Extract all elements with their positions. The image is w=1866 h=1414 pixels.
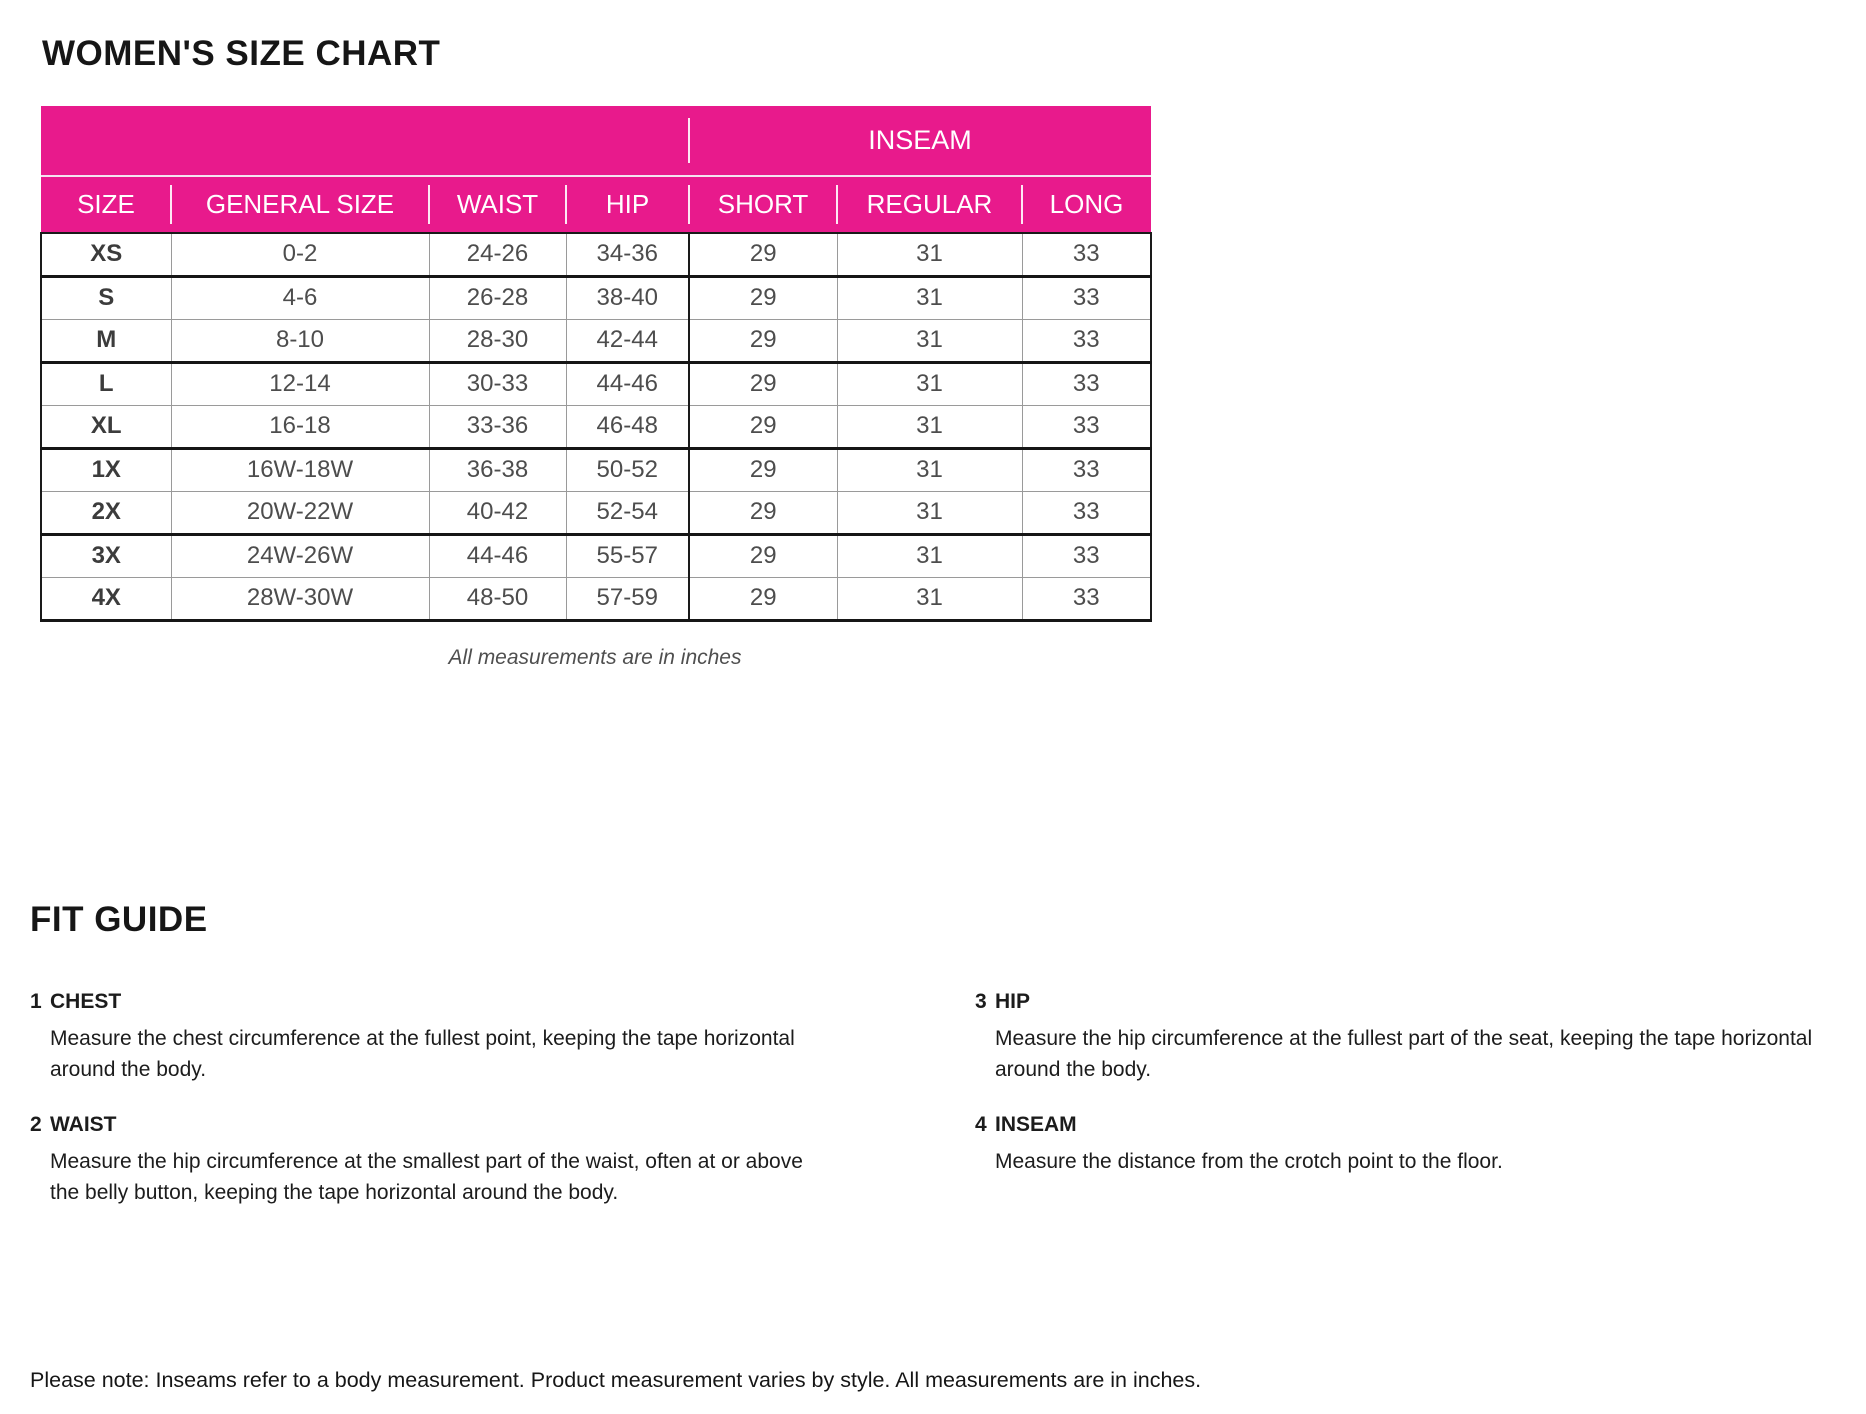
cell-short: 29 bbox=[689, 233, 837, 276]
column-header-size: SIZE bbox=[41, 176, 171, 233]
cell-long: 33 bbox=[1022, 534, 1151, 577]
cell-short: 29 bbox=[689, 577, 837, 620]
cell-hip: 50-52 bbox=[566, 448, 689, 491]
cell-general-size: 16-18 bbox=[171, 405, 429, 448]
cell-general-size: 12-14 bbox=[171, 362, 429, 405]
cell-general-size: 16W-18W bbox=[171, 448, 429, 491]
fit-guide-title: FIT GUIDE bbox=[30, 900, 208, 939]
table-row-m bbox=[41, 319, 1151, 362]
fit-item-number: 4 bbox=[975, 1113, 987, 1136]
cell-size: 2X bbox=[41, 491, 171, 534]
cell-size: 3X bbox=[41, 534, 171, 577]
column-header-hip: HIP bbox=[566, 176, 689, 233]
table-row-xl bbox=[41, 405, 1151, 448]
cell-size: XL bbox=[41, 405, 171, 448]
header-spacer bbox=[41, 106, 689, 176]
cell-long: 33 bbox=[1022, 448, 1151, 491]
cell-general-size: 0-2 bbox=[171, 233, 429, 276]
table-row-4x bbox=[41, 577, 1151, 620]
cell-short: 29 bbox=[689, 448, 837, 491]
cell-regular: 31 bbox=[837, 319, 1022, 362]
cell-regular: 31 bbox=[837, 448, 1022, 491]
fit-guide-section bbox=[30, 990, 1866, 1208]
cell-hip: 42-44 bbox=[566, 319, 689, 362]
cell-general-size: 24W-26W bbox=[171, 534, 429, 577]
fit-guide-item-inseam bbox=[975, 1113, 1866, 1177]
footer-note: Please note: Inseams refer to a body measurement. Product measurement varies by style. All measurements are in inches. bbox=[30, 1368, 1202, 1392]
fit-item-description: Measure the distance from the crotch point to the floor. bbox=[995, 1150, 1503, 1173]
cell-regular: 31 bbox=[837, 405, 1022, 448]
cell-long: 33 bbox=[1022, 233, 1151, 276]
size-chart-body bbox=[41, 233, 1151, 620]
fit-item-label: INSEAM bbox=[995, 1113, 1077, 1136]
cell-short: 29 bbox=[689, 276, 837, 319]
fit-item-label: WAIST bbox=[50, 1113, 117, 1136]
inseam-group-header: INSEAM bbox=[689, 106, 1151, 176]
cell-size: 1X bbox=[41, 448, 171, 491]
size-chart-header bbox=[41, 106, 1151, 233]
cell-hip: 34-36 bbox=[566, 233, 689, 276]
cell-size: XS bbox=[41, 233, 171, 276]
column-header-general-size: GENERAL SIZE bbox=[171, 176, 429, 233]
cell-waist: 48-50 bbox=[429, 577, 566, 620]
cell-regular: 31 bbox=[837, 577, 1022, 620]
table-row-2x bbox=[41, 491, 1151, 534]
fit-item-number: 1 bbox=[30, 990, 42, 1013]
table-row-xs bbox=[41, 233, 1151, 276]
cell-regular: 31 bbox=[837, 276, 1022, 319]
cell-size: M bbox=[41, 319, 171, 362]
cell-regular: 31 bbox=[837, 233, 1022, 276]
cell-waist: 26-28 bbox=[429, 276, 566, 319]
page-title: WOMEN'S SIZE CHART bbox=[42, 34, 441, 73]
cell-long: 33 bbox=[1022, 491, 1151, 534]
cell-general-size: 4-6 bbox=[171, 276, 429, 319]
column-header-waist: WAIST bbox=[429, 176, 566, 233]
fit-item-heading bbox=[975, 990, 1866, 1014]
table-row-s bbox=[41, 276, 1151, 319]
cell-long: 33 bbox=[1022, 405, 1151, 448]
inseam-group-row bbox=[41, 106, 1151, 176]
column-header-long: LONG bbox=[1022, 176, 1151, 233]
cell-short: 29 bbox=[689, 319, 837, 362]
fit-item-heading bbox=[975, 1113, 1866, 1137]
cell-regular: 31 bbox=[837, 534, 1022, 577]
table-row-l bbox=[41, 362, 1151, 405]
cell-short: 29 bbox=[689, 491, 837, 534]
cell-general-size: 28W-30W bbox=[171, 577, 429, 620]
cell-long: 33 bbox=[1022, 577, 1151, 620]
fit-item-description: Measure the chest circumference at the fullest point, keeping the tape horizontal around the body. bbox=[50, 1027, 795, 1081]
fit-item-description: Measure the hip circumference at the smallest part of the waist, often at or above the belly button, keeping the tape horizontal around the body. bbox=[50, 1150, 803, 1204]
measurements-note: All measurements are in inches bbox=[448, 646, 742, 669]
table-row-1x bbox=[41, 448, 1151, 491]
cell-long: 33 bbox=[1022, 362, 1151, 405]
cell-hip: 57-59 bbox=[566, 577, 689, 620]
cell-waist: 44-46 bbox=[429, 534, 566, 577]
cell-waist: 30-33 bbox=[429, 362, 566, 405]
cell-waist: 24-26 bbox=[429, 233, 566, 276]
cell-size: S bbox=[41, 276, 171, 319]
fit-item-number: 2 bbox=[30, 1113, 42, 1136]
fit-guide-item-hip bbox=[975, 990, 1866, 1085]
cell-hip: 44-46 bbox=[566, 362, 689, 405]
column-header-row bbox=[41, 176, 1151, 233]
cell-waist: 28-30 bbox=[429, 319, 566, 362]
fit-item-label: HIP bbox=[995, 990, 1031, 1013]
cell-size: 4X bbox=[41, 577, 171, 620]
cell-regular: 31 bbox=[837, 362, 1022, 405]
cell-size: L bbox=[41, 362, 171, 405]
cell-short: 29 bbox=[689, 362, 837, 405]
cell-long: 33 bbox=[1022, 319, 1151, 362]
table-row-3x bbox=[41, 534, 1151, 577]
cell-short: 29 bbox=[689, 534, 837, 577]
fit-item-heading bbox=[30, 1113, 975, 1137]
cell-general-size: 8-10 bbox=[171, 319, 429, 362]
column-header-regular: REGULAR bbox=[837, 176, 1022, 233]
fit-item-number: 3 bbox=[975, 990, 987, 1013]
cell-hip: 46-48 bbox=[566, 405, 689, 448]
cell-general-size: 20W-22W bbox=[171, 491, 429, 534]
column-header-short: SHORT bbox=[689, 176, 837, 233]
cell-short: 29 bbox=[689, 405, 837, 448]
cell-waist: 36-38 bbox=[429, 448, 566, 491]
cell-hip: 38-40 bbox=[566, 276, 689, 319]
cell-hip: 52-54 bbox=[566, 491, 689, 534]
fit-guide-item-chest bbox=[30, 990, 975, 1085]
fit-item-label: CHEST bbox=[50, 990, 122, 1013]
fit-item-description: Measure the hip circumference at the fullest part of the seat, keeping the tape horizontal around the body. bbox=[995, 1027, 1813, 1081]
cell-long: 33 bbox=[1022, 276, 1151, 319]
size-chart-table bbox=[40, 106, 1152, 622]
cell-waist: 33-36 bbox=[429, 405, 566, 448]
cell-regular: 31 bbox=[837, 491, 1022, 534]
cell-waist: 40-42 bbox=[429, 491, 566, 534]
fit-item-heading bbox=[30, 990, 975, 1014]
cell-hip: 55-57 bbox=[566, 534, 689, 577]
fit-guide-item-waist bbox=[30, 1113, 975, 1208]
